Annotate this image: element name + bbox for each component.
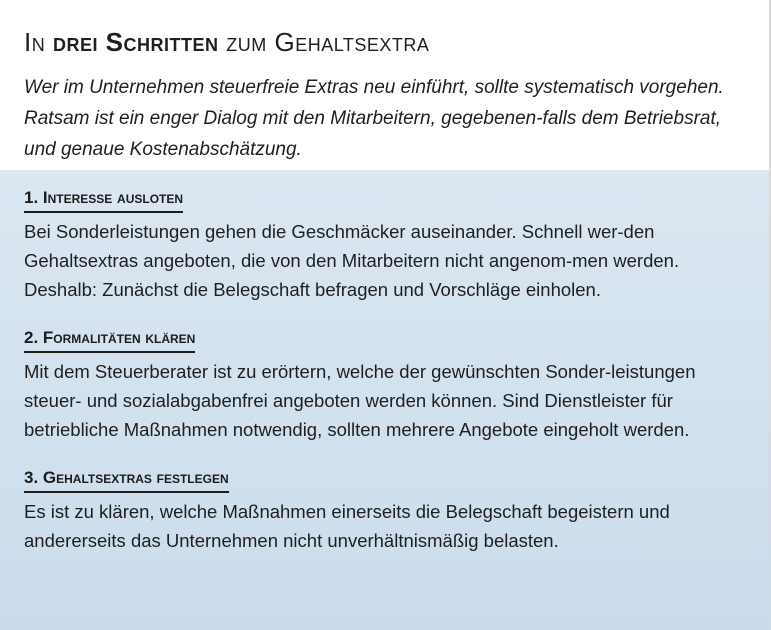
step-text: Mit dem Steuerberater ist zu erörtern, welche der gewünschten Sonder-leistungen steuer- und sozialabgabenfrei angeboten werden können. Sind Dienstleister für betriebliche Maßnahmen notwendig, sollten mehrere Angebote eingeholt werden. [24, 361, 696, 440]
title-part-2: zum Gehaltsextra [218, 27, 430, 57]
step-heading: 1. Interesse ausloten [24, 186, 183, 213]
step-section [24, 326, 745, 444]
step-text: Es ist zu klären, welche Maßnahmen einerseits die Belegschaft begeistern und andererseits das Unternehmen nicht unverhältnismäßig belasten. [24, 501, 670, 551]
box-body [0, 170, 769, 630]
step-heading: 3. Gehaltsextras festlegen [24, 466, 229, 493]
step-section [24, 186, 745, 304]
step-text: Bei Sonderleistungen gehen die Geschmäcker auseinander. Schnell wer-den Gehaltsextras angeboten, die von den Mitarbeitern nicht angenom-men werden. Deshalb: Zunächst die Belegschaft befragen und Vorschläge einholen. [24, 221, 680, 300]
title-part-1: In [24, 27, 53, 57]
title-bold: drei Schritten [52, 27, 219, 57]
box-title [24, 22, 745, 62]
box-header [0, 0, 769, 170]
step-section [24, 466, 745, 555]
intro-text: Wer im Unternehmen steuerfreie Extras neu einführt, sollte systematisch vorgehen. Ratsam ist ein enger Dialog mit den Mitarbeitern, gegebenen-falls dem Betriebsrat, und genaue Kostenabschätzung. [24, 77, 724, 160]
step-heading: 2. Formalitäten klären [24, 326, 195, 353]
